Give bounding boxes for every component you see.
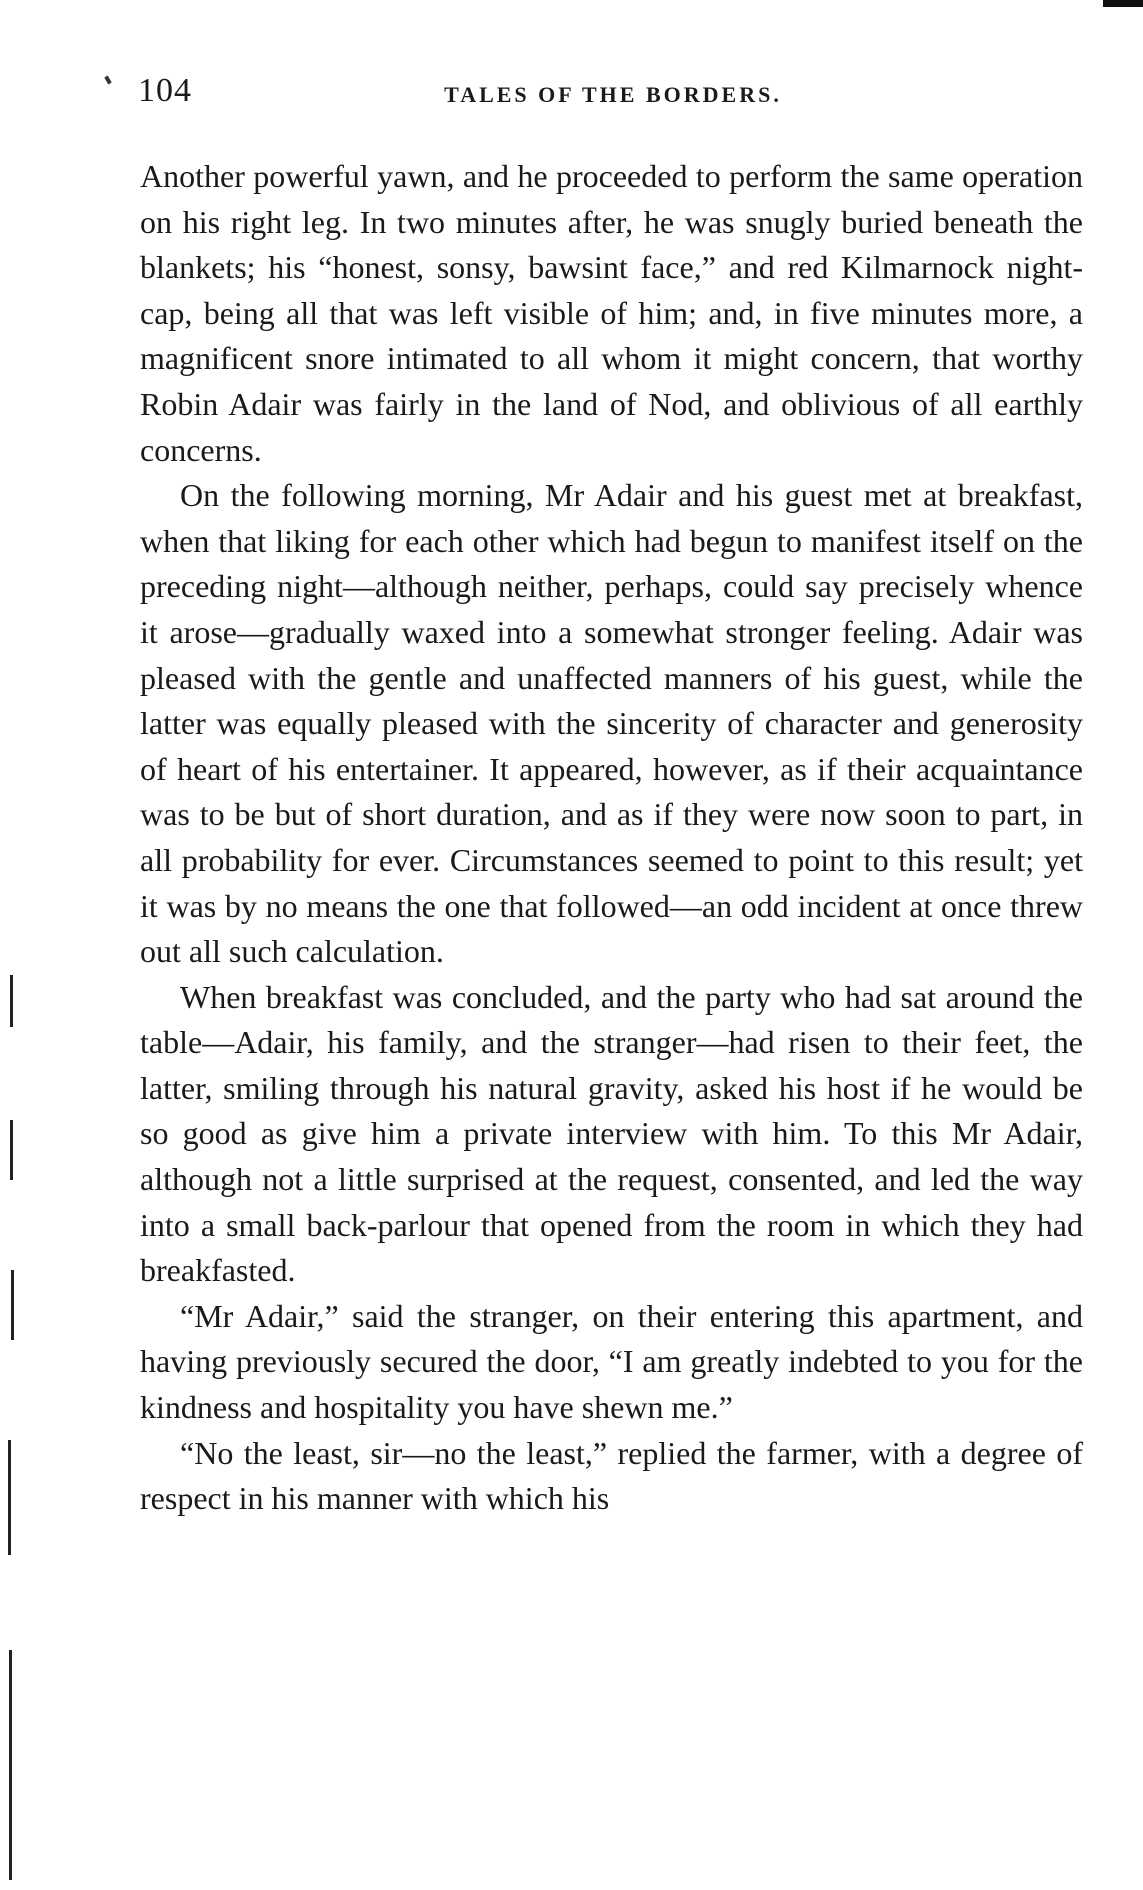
binding-shadow-3 xyxy=(11,1270,14,1340)
paragraph-4: “Mr Adair,” said the stranger, on their entering this apartment, and having previously secured the door, “I am greatly indebted to you for the kindness and hospitality you have shewn me.” xyxy=(140,1297,1083,1426)
binding-shadow-4 xyxy=(8,1440,11,1555)
page-number: 104 xyxy=(138,72,192,109)
paragraph-3: When breakfast was concluded, and the party who had sat around the table—Adair, his family, and the stranger—had risen to their feet, the latter, smiling through his natural gravity, asked his host if he would be so good as give him a private interview with him. To this Mr Adair, although not a little surprised at the request, consented, and led the way into a small back-parlour that opened from the room in which they had breakfasted. xyxy=(140,978,1083,1289)
scan-tick-mark xyxy=(104,76,111,85)
page-header xyxy=(138,72,1088,116)
binding-shadow-1 xyxy=(10,975,13,1027)
running-title: TALES OF THE BORDERS. xyxy=(444,82,782,107)
paragraph-2: On the following morning, Mr Adair and his guest met at breakfast, when that liking for each other which had begun to manifest itself on the preceding night—although neither, perhaps, could say precisely whence it arose—gradually waxed into a somewhat stronger feeling. Adair was pleased with the gentle and unaffected manners of his guest, while the latter was equally pleased with the sincerity of character and generosity of heart of his entertainer. It appeared, however, as if their acquaintance was to be but of short duration, and as if they were now soon to part, in all probability for ever. Circumstances seemed to point to this result; yet it was by no means the one that followed—an odd incident at once threw out all such calculation. xyxy=(140,477,1083,970)
binding-shadow-2 xyxy=(10,1120,13,1180)
paragraph-1: Another powerful yawn, and he proceeded to perform the same operation on his right leg. In two minutes after, he was snugly buried beneath the blankets; his “honest, sonsy, bawsint face,” and red Kilmarnock night-cap, being all that was left visible of him; and, in five minutes more, a magnificent snore intimated to all whom it might concern, that worthy Robin Adair was fairly in the land of Nod, and oblivious of all earthly concerns. xyxy=(140,158,1083,468)
paragraph-5: “No the least, sir—no the least,” replied the farmer, with a degree of respect in his manner with which his xyxy=(140,1434,1083,1517)
body-text xyxy=(140,154,1083,1522)
binding-shadow-5 xyxy=(9,1650,12,1880)
scan-corner-mark xyxy=(1103,0,1143,7)
